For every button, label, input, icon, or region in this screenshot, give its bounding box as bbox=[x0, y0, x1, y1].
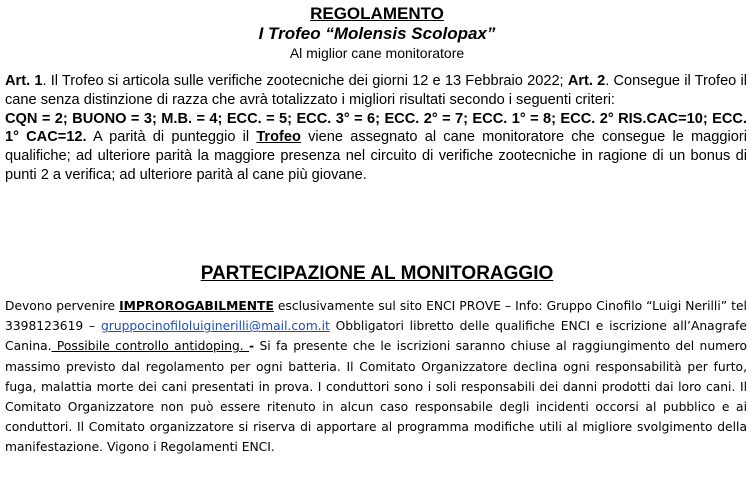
participation-text-1: Devono pervenire bbox=[5, 299, 120, 313]
antidoping-note: Possibile controllo antidoping. bbox=[51, 339, 250, 354]
title-block bbox=[0, 4, 754, 62]
participation-paragraph bbox=[5, 296, 747, 458]
participation-text-4: Si fa presente che le iscrizioni saranno chiuse al raggiungimento del numero massimo previsto dal regolamento per ogni batteria. Il Comitato Organizzatore declina ogni responsabilità per furto, fuga, malattia morte dei cani presentati in prova. I conduttori sono i soli responsabili dei danni prodotti dai loro cani. Il Comitato Organizzatore non può essere ritenuto in alcun caso responsabile degli incidenti occorsi al pubblico e ai conduttori. Il Comitato organizzatore si riserva di apportare al programma modifiche utili al migliore svolgimento della manifestazione. Vigono i Regolamenti ENCI. bbox=[5, 339, 747, 455]
deadline-emphasis: IMPROROGABILMENTE bbox=[119, 299, 274, 313]
trophy-name: I Trofeo “Molensis Scolopax” bbox=[258, 24, 496, 43]
art2-label: Art. 2 bbox=[567, 73, 606, 89]
email-link[interactable]: gruppocinofiloluiginerilli@mail.com.it bbox=[100, 319, 330, 334]
trophy-word: Trofeo bbox=[256, 129, 301, 146]
participation-heading: PARTECIPAZIONE AL MONITORAGGIO bbox=[200, 263, 554, 284]
trophy-tagline: Al miglior cane monitoratore bbox=[289, 45, 465, 61]
rules-paragraph bbox=[5, 72, 747, 185]
tie-text-end: viene assegnato al cane monitoratore che consegue le maggiori qualifiche; ad ulteriore parità la maggiore presenza nel circuito di verifiche zootecniche in ragione di un bonus di punti 2 a verifica; ad ulteriore parità al cane più giovane. bbox=[5, 129, 747, 183]
document-title: REGOLAMENTO bbox=[310, 4, 444, 23]
participation-text-3: Obbligatori libretto delle qualifiche ENCI e iscrizione all’Anagrafe Canina. bbox=[5, 319, 747, 354]
art1-text: . Il Trofeo si articola sulle verifiche zootecniche dei giorni 12 e 13 Febbraio 2022; bbox=[42, 73, 568, 89]
participation-text-2: esclusivamente sul sito ENCI PROVE – Info: Gruppo Cinofilo “Luigi Nerilli” tel 3398123619 – bbox=[5, 299, 747, 334]
art1-label: Art. 1 bbox=[5, 73, 43, 89]
score-table: CQN = 2; BUONO = 3; M.B. = 4; ECC. = 5; ECC. 3° = 6; ECC. 2° = 7; ECC. 1° = 8; ECC. 2° RIS.CAC=10; ECC. 1° CAC=12. bbox=[5, 110, 747, 146]
art2-text: . Consegue il Trofeo il cane senza distinzione di razza che avrà totalizzato i migliori risultati secondo i seguenti criteri: bbox=[5, 73, 747, 108]
tie-text-start: A parità di punteggio il bbox=[86, 129, 257, 146]
separator-dash: - bbox=[249, 339, 255, 354]
